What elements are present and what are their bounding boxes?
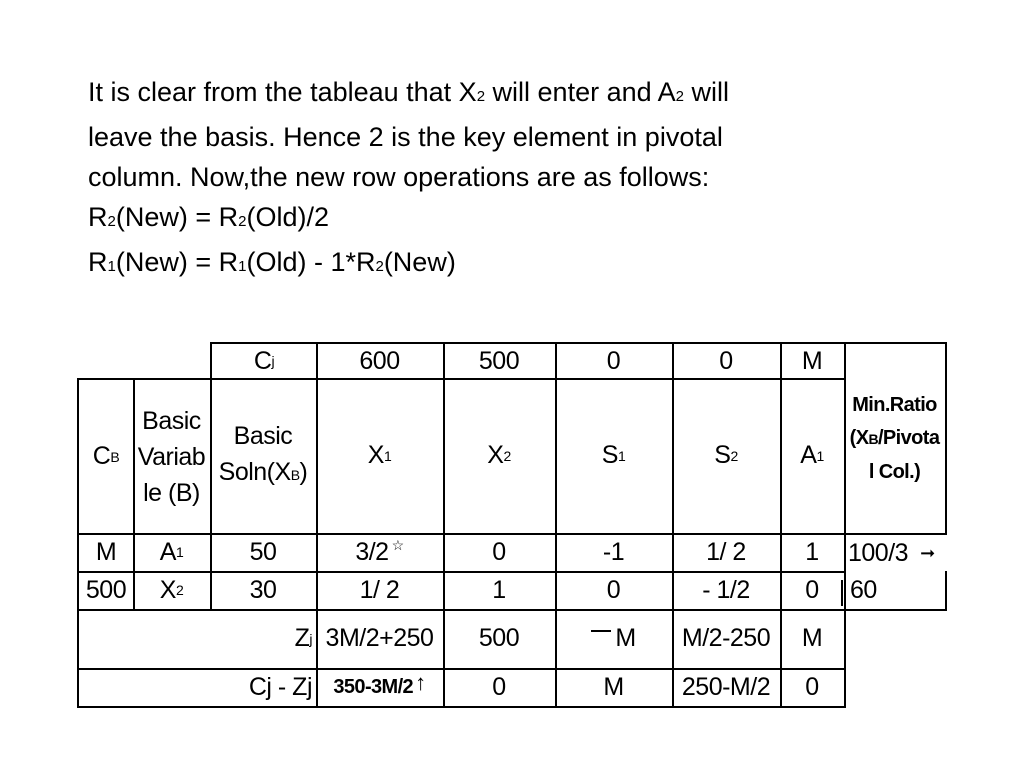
row1-min-ratio: 100/3 ➞ <box>848 538 935 567</box>
zj-s1: M <box>555 609 674 670</box>
zj-s2: M/2-250 <box>672 609 782 670</box>
cj-a1: M <box>780 342 846 380</box>
row1-a1: 1 <box>780 533 846 573</box>
paragraph-line-3: column. Now,the new row operations are as follows: <box>88 162 710 192</box>
row2-s1: 0 <box>555 571 674 611</box>
row1-cb: M <box>77 533 135 573</box>
cj-x2: 500 <box>443 342 557 380</box>
leaving-arrow-icon: ➞ <box>920 542 935 563</box>
cj-zj-s2: 250-M/2 <box>672 668 782 708</box>
zj-label: Z j <box>77 609 318 670</box>
row2-x2: 1 <box>443 571 557 611</box>
header-basic-variable: Basic Variab le (B) <box>133 378 212 535</box>
paragraph-line-5: R1(New) = R1(Old) - 1*R2(New) <box>88 247 456 277</box>
row1-solution: 50 <box>210 533 318 573</box>
header-s1: S 1 <box>555 378 674 535</box>
cj-s1: 0 <box>555 342 674 380</box>
ratio-tick-mark <box>841 580 843 606</box>
cj-zj-label: Cj - Zj <box>77 668 318 708</box>
row2-s2: - 1/2 <box>672 571 782 611</box>
cj-zj-s1: M <box>555 668 674 708</box>
cj-s2: 0 <box>672 342 782 380</box>
header-x1: X 1 <box>316 378 445 535</box>
row1-x1: 3/2 ☆ <box>316 533 445 573</box>
min-ratio-header: Min.Ratio (XB/Pivota l Col.) <box>844 342 947 535</box>
cj-zj-a1: 0 <box>780 668 846 708</box>
paragraph-line-1: It is clear from the tableau that X2 will enter and A2 will <box>88 77 729 107</box>
row2-min-ratio: 60 <box>844 571 947 611</box>
row1-x2: 0 <box>443 533 557 573</box>
row1-s1: -1 <box>555 533 674 573</box>
zj-x2: 500 <box>443 609 557 670</box>
key-element-star-icon: ☆ <box>391 536 404 553</box>
row2-x1: 1/ 2 <box>316 571 445 611</box>
cj-zj-x1: 350-3M/2 ↑ <box>316 668 445 708</box>
row2-solution: 30 <box>210 571 318 611</box>
row2-basic-variable: X 2 <box>133 571 212 611</box>
row2-cb: 500 <box>77 571 135 611</box>
row1-s2: 1/ 2 <box>672 533 782 573</box>
header-basic-solution: Basic Soln(XB) <box>210 378 318 535</box>
row2-a1: 0 <box>780 571 846 611</box>
minus-sign <box>591 630 611 632</box>
header-x2: X 2 <box>443 378 557 535</box>
paragraph-line-4: R2(New) = R2(Old)/2 <box>88 202 329 232</box>
paragraph-line-2: leave the basis. Hence 2 is the key element in pivotal <box>88 122 723 152</box>
cj-label: C j <box>210 342 318 380</box>
cj-zj-x2: 0 <box>443 668 557 708</box>
entering-arrow-icon: ↑ <box>415 670 426 695</box>
row1-basic-variable: A 1 <box>133 533 212 573</box>
header-s2: S 2 <box>672 378 782 535</box>
explanation-paragraph <box>88 72 948 287</box>
zj-x1: 3M/2+250 <box>316 609 445 670</box>
header-a1: A 1 <box>780 378 846 535</box>
cj-x1: 600 <box>316 342 445 380</box>
header-cb: C B <box>77 378 135 535</box>
zj-a1: M <box>780 609 846 670</box>
